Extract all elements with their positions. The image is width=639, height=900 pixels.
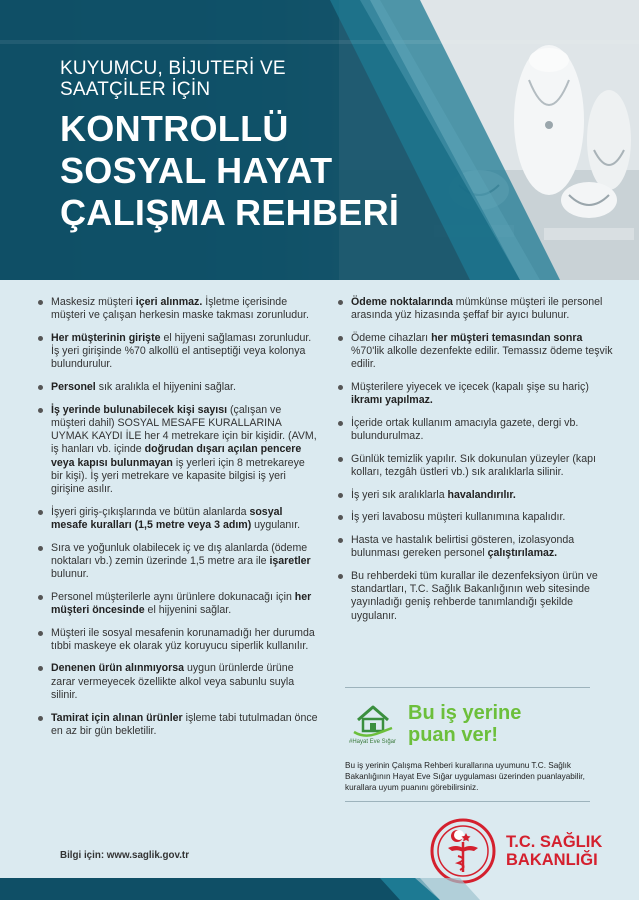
rule-text: (çalışan ve müşteri dahil) SOSYAL MESAFE KURALLARINA UYMAK KAYDI İLE her 4 metrekare için bir kişidir. (AVM, iş hanları vb. içinde (51, 403, 317, 456)
logo-caption: #Hayat Eve Sığar (348, 739, 397, 745)
rule-text-bold: çalıştırılamaz. (487, 547, 558, 560)
rule-text: %70'lik alkolle dezenfekte edilir. Temassız ödeme teşvik edilir. (351, 345, 613, 371)
rule-text-bold: Her müşterinin girişte (51, 331, 161, 344)
badge-slogan-line-1: Bu iş yerine (408, 702, 522, 724)
rule-text: İş yeri sık aralıklarla (351, 488, 448, 501)
rule-text: Müşterilere yiyecek ve içecek (kapalı şişe su hariç) (351, 381, 589, 394)
rule-text: Ödeme cihazları (351, 331, 432, 344)
rules-right-column (338, 296, 618, 747)
rule-text: Bu rehberdeki tüm kurallar ile dezenfeksiyon ürün ve standartları, T.C. Sağlık Bakanlığının web sitesinde yayınladığı geniş rehberde tanımlandığı şekilde uygulanır. (351, 570, 598, 622)
rule-text: Müşteri ile sosyal mesafenin korunamadığı her durumda tıbbi maskeye ek olarak yüz koruyucu siperlik kullanılır. (51, 626, 315, 652)
rule-text: sık aralıkla el hijyenini sağlar. (95, 381, 236, 394)
rule-text: İşletme içerisinde müşteri ve çalışan herkesin maske takması zorunludur. (51, 296, 309, 322)
rule-item (38, 627, 318, 653)
ministry-name-line-1: T.C. SAĞLIK (506, 833, 603, 851)
rule-text: bulunur. (51, 567, 89, 580)
main-title-line-3: ÇALIŞMA REHBERİ (60, 192, 400, 233)
rule-item (38, 296, 318, 322)
footer-diagonal-band (0, 878, 639, 900)
rule-text-bold: Denenen ürün alınmıyorsa (51, 662, 185, 675)
house-hand-icon (352, 698, 394, 738)
rule-item (38, 332, 318, 372)
rule-item (38, 381, 318, 394)
badge-note: Bu iş yerinin Çalışma Rehberi kurallarına uyumunu T.C. Sağlık Bakanlığının Hayat Eve Sığar uygulaması üzerinden puanlayabilir, kurallara uyum puanını görebilirsiniz. (345, 761, 585, 792)
rule-text-bold: her müşteri öncesinde (51, 590, 312, 616)
badge-slogan (408, 702, 521, 746)
rule-text-bold: Tamirat için alınan ürünler (51, 711, 183, 724)
rule-item (338, 534, 618, 560)
rule-text-bold: doğrudan dışarı açılan pencere veya kapısı bulunmayan (51, 443, 302, 469)
rule-item (338, 489, 618, 502)
rules-left-column (38, 296, 318, 747)
rule-item (338, 332, 618, 372)
rule-item (38, 542, 318, 582)
rule-text: işleme tabi tutulmadan önce en az bir gün bekletilir. (51, 711, 318, 737)
rule-text: uygulanır. (251, 518, 301, 531)
rule-text-bold: her müşteri temasından sonra (431, 331, 583, 344)
pre-title-line-2: SAATÇİLER İÇİN (60, 79, 211, 100)
rule-text-bold: işaretler (269, 554, 311, 567)
rule-item (38, 662, 318, 702)
rule-item (38, 404, 318, 496)
rule-text: İş yeri lavabosu müşteri kullanımına kapalıdır. (351, 511, 566, 524)
main-title-line-2: SOSYAL HAYAT (60, 150, 333, 191)
info-link-text: Bilgi için: www.saglik.gov.tr (60, 850, 190, 861)
main-title-line-1: KONTROLLÜ (60, 108, 289, 149)
rule-text: İçeride ortak kullanım amacıyla gazete, dergi vb. bulundurulmaz. (351, 416, 579, 443)
rules-left-list (38, 296, 318, 738)
rule-item (338, 511, 618, 524)
rating-badge-area (345, 687, 590, 802)
ministry-logo (430, 818, 602, 884)
rule-item (38, 712, 318, 738)
rule-text: İşyeri giriş-çıkışlarında ve bütün alanlarda (51, 505, 250, 518)
rule-text: Günlük temizlik yapılır. Sık dokunulan yüzeyler (kapı kolları, tezgâh üstleri vb.) sık aralıklarla silinir. (351, 452, 596, 479)
ministry-emblem-icon (430, 818, 496, 884)
divider (345, 801, 590, 802)
rule-text-bold: ikramı yapılmaz. (351, 394, 433, 407)
rule-item (338, 417, 618, 443)
rule-text: uygun ürünlerde ürüne zarar vermeyecek özellikte alkol veya sabunlu suyla silinir. (51, 662, 295, 701)
rules-right-list (338, 296, 618, 623)
header-text (60, 58, 399, 234)
rule-item (338, 570, 618, 623)
ministry-name-line-2: BAKANLIĞI (506, 851, 598, 869)
rule-item (338, 381, 618, 407)
rule-text: iş yerleri için 8 metrekareye bir kişi). İş yeri metrekare ve kapasite bilgisi iş yeri girişine asılır. (51, 456, 305, 495)
rule-text-bold: sosyal mesafe kuralları (1,5 metre veya 3 adım) (51, 505, 283, 531)
rule-text-bold: Personel (51, 381, 96, 394)
rule-item (338, 296, 618, 322)
badge-slogan-line-2: puan ver! (408, 724, 499, 746)
rule-text-bold: içeri alınmaz. (135, 296, 203, 308)
rule-item (38, 506, 318, 532)
rule-item (338, 453, 618, 479)
rule-text: Hasta ve hastalık belirtisi gösteren, izolasyonda bulunması gereken personel (351, 534, 575, 560)
rule-text-bold: Ödeme noktalarında (351, 296, 453, 308)
rule-text: el hijyeni sağlaması zorunludur. İş yeri girişinde %70 alkollü el antiseptiği veya kolonya bulundurulur. (51, 331, 312, 371)
rule-text: Maskesiz müşteri (51, 296, 136, 308)
rule-text: Personel müşterilerle aynı ürünlere dokunacağı için (51, 590, 295, 603)
rule-text-bold: İş yerinde bulunabilecek kişi sayısı (51, 403, 228, 416)
pre-title-line-1: KUYUMCU, BİJUTERİ VE (60, 58, 286, 79)
rule-text: el hijyenini sağlar. (144, 603, 232, 616)
rule-text: mümkünse müşteri ile personel arasında yüz hizasında şeffaf bir ayıcı bulunur. (351, 296, 603, 322)
rule-text: Sıra ve yoğunluk olabilecek iç ve dış alanlarda (ödeme noktaları vb.) zemin üzerinde 1,5 metre ara ile (51, 541, 308, 567)
rules-columns (38, 296, 618, 747)
header-banner (0, 0, 639, 280)
pre-title (60, 58, 360, 100)
ministry-name (506, 833, 602, 869)
rule-item (38, 591, 318, 617)
hayat-eve-sigar-logo (345, 698, 400, 750)
divider (345, 687, 590, 688)
rule-text-bold: havalandırılır. (447, 488, 516, 501)
main-title (60, 108, 399, 234)
rating-badge (345, 698, 590, 750)
